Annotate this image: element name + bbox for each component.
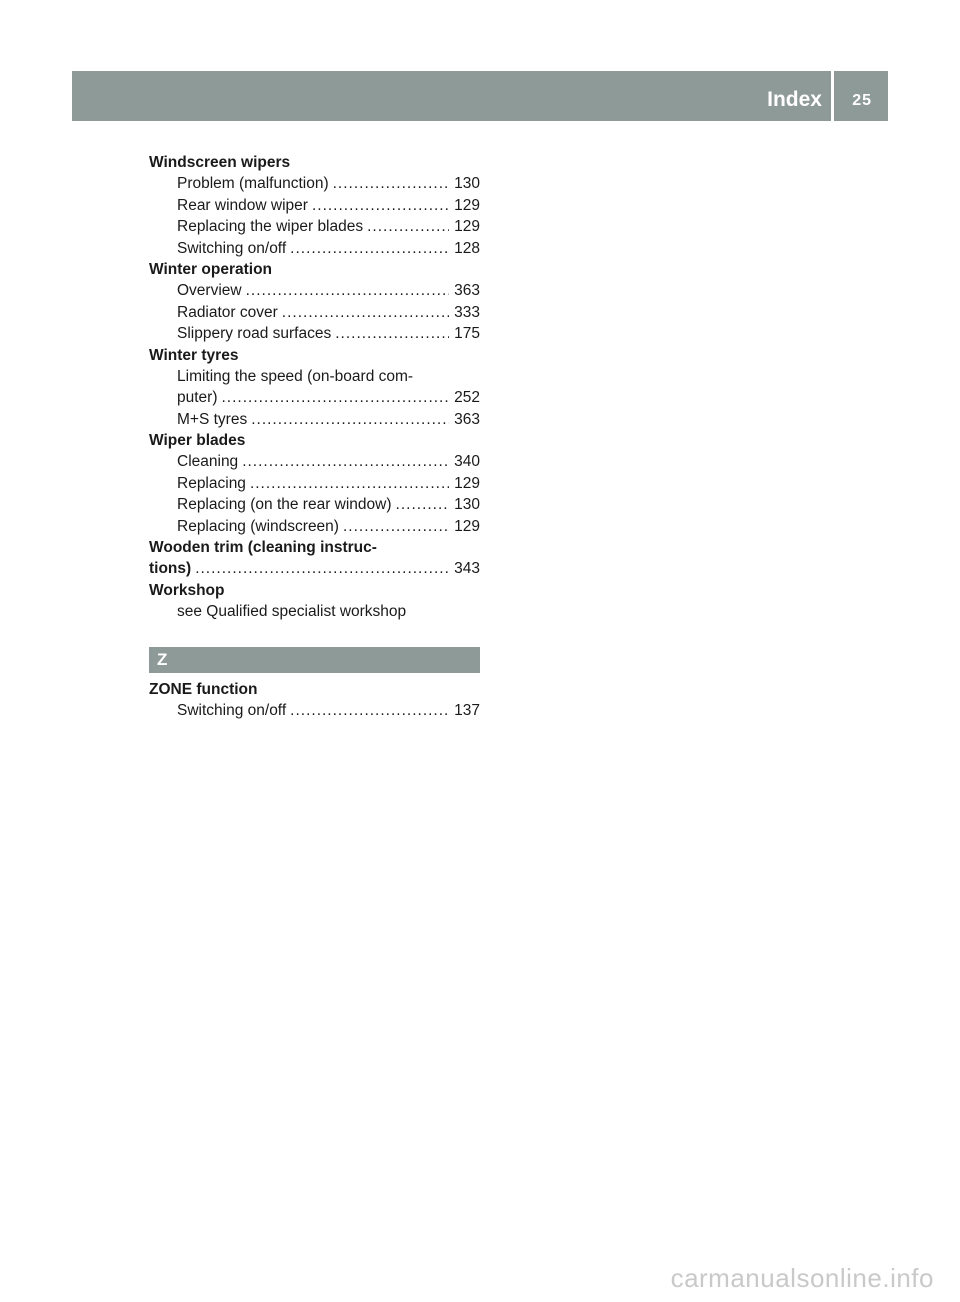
index-subentry-text: Limiting the speed (on-board com- [177, 367, 414, 385]
page-reference: 340 [454, 453, 480, 471]
index-subentry [149, 516, 480, 537]
index-subentry [149, 323, 480, 344]
entry-label: puter) [177, 389, 218, 407]
index-subentry [149, 700, 480, 721]
page-reference: 130 [454, 175, 480, 193]
index-entry [149, 558, 480, 579]
page-reference: 129 [454, 517, 480, 535]
entry-label: Replacing the wiper blades [177, 218, 364, 236]
dot-leader [312, 195, 449, 216]
watermark: carmanualsonline.info [670, 1263, 934, 1293]
header-bar [72, 71, 888, 121]
section-letter: Z [157, 650, 168, 669]
index-column-z [149, 679, 480, 722]
index-subentry [149, 387, 480, 408]
index-subentry [149, 173, 480, 194]
page-reference: 343 [454, 560, 480, 578]
dot-leader [242, 451, 449, 472]
index-heading: Windscreen wipers [149, 154, 291, 171]
page-reference: 128 [454, 239, 480, 257]
entry-label: Overview [177, 282, 242, 300]
entry-label: Problem (malfunction) [177, 175, 329, 193]
dot-leader [367, 216, 449, 237]
index-heading: ZONE function [149, 681, 258, 698]
dot-leader [396, 494, 450, 515]
index-column [149, 152, 480, 623]
index-heading: Workshop [149, 581, 225, 599]
index-subentry-text: see Qualified specialist workshop [177, 603, 407, 621]
dot-leader [333, 173, 450, 194]
dot-leader [343, 516, 449, 537]
dot-leader [250, 473, 449, 494]
page-reference: 333 [454, 303, 480, 321]
dot-leader [282, 302, 449, 323]
entry-label: Replacing (windscreen) [177, 517, 339, 535]
index-heading: Winter tyres [149, 346, 239, 364]
index-heading: Wooden trim (cleaning instruc- [149, 539, 377, 557]
dot-leader [222, 387, 450, 408]
dot-leader [335, 323, 449, 344]
index-subentry [149, 473, 480, 494]
dot-leader [251, 409, 449, 430]
header-separator [831, 71, 834, 121]
entry-label: Rear window wiper [177, 196, 308, 214]
index-heading: Wiper blades [149, 432, 246, 450]
page-reference: 175 [454, 325, 480, 343]
index-subentry [149, 409, 480, 430]
page-reference: 252 [454, 389, 480, 407]
page-reference: 129 [454, 218, 480, 236]
index-subentry [149, 451, 480, 472]
page-reference: 363 [454, 282, 480, 300]
index-subentry [149, 238, 480, 259]
index-subentry [149, 195, 480, 216]
index-subentry [149, 280, 480, 301]
entry-label: Switching on/off [177, 702, 287, 720]
page-reference: 129 [454, 196, 480, 214]
index-subentry [149, 494, 480, 515]
section-header-z [149, 647, 480, 673]
entry-label: Replacing (on the rear window) [177, 496, 392, 514]
index-subentry [149, 302, 480, 323]
entry-label: Replacing [177, 474, 246, 492]
index-subentry [149, 216, 480, 237]
page-reference: 137 [454, 702, 480, 720]
entry-label: tions) [149, 560, 192, 578]
entry-label: Radiator cover [177, 303, 278, 321]
page-reference: 129 [454, 474, 480, 492]
page-reference: 130 [454, 496, 480, 514]
dot-leader [246, 280, 450, 301]
page-number: 25 [852, 92, 872, 109]
entry-label: Cleaning [177, 453, 239, 471]
entry-label: Slippery road surfaces [177, 325, 332, 343]
index-heading: Winter operation [149, 260, 273, 278]
entry-label: M+S tyres [177, 410, 248, 428]
page-reference: 363 [454, 410, 480, 428]
dot-leader [290, 700, 449, 721]
dot-leader [290, 238, 449, 259]
dot-leader [195, 558, 449, 579]
header-title: Index [767, 88, 822, 111]
entry-label: Switching on/off [177, 239, 287, 257]
